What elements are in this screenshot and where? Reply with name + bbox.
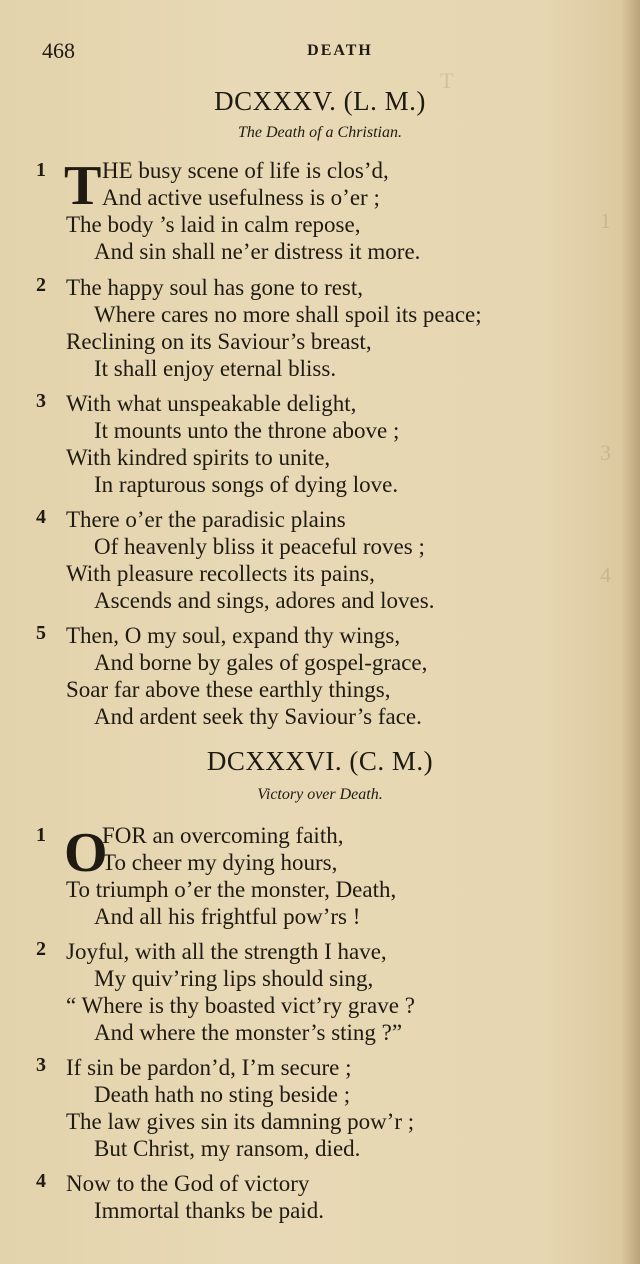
verse-line: My quiv’ring lips should sing, [94,966,374,991]
verse [36,1054,616,1162]
verse-number: 4 [36,506,46,528]
verse-line: To cheer my dying hours, [102,850,338,875]
verse-line: The happy soul has gone to rest, [66,275,364,300]
verse [36,822,616,930]
verse-line: There o’er the paradisic plains [66,507,346,532]
verse-line: With what unspeakable delight, [66,391,357,416]
running-title: DEATH [307,42,373,59]
verse-number: 4 [36,1170,46,1192]
hymn-title: DCXXXVI. (C. M.) [206,746,434,776]
hymn-title: DCXXXV. (L. M.) [214,86,426,116]
verse-line: Reclining on its Saviour’s breast, [66,329,372,354]
hymn-subtitle: Victory over Death. [257,786,383,803]
verse-line: With pleasure recollects its pains, [66,561,375,586]
verse-line: “ Where is thy boasted vict’ry grave ? [66,993,415,1018]
verse-line: And all his frightful pow’rs ! [94,904,361,929]
verse-line: But Christ, my ransom, died. [94,1136,361,1161]
verse-line: And sin shall ne’er distress it more. [94,239,421,264]
verse-line: The body ’s laid in calm repose, [66,212,361,237]
verse-line: In rapturous songs of dying love. [94,472,399,497]
verse-line: With kindred spirits to unite, [66,445,331,470]
verse-number: 1 [36,824,46,846]
verse-line: If sin be pardon’d, I’m secure ; [66,1055,352,1080]
verse [36,157,616,265]
verse-line: Of heavenly bliss it peaceful roves ; [94,534,425,559]
verse-line: And ardent seek thy Saviour’s face. [94,704,422,729]
page-header [40,38,600,68]
verse-line: FOR an overcoming faith, [102,823,344,848]
bleed-through-text: 4 [600,562,611,587]
verse [36,390,616,498]
verse [36,506,616,614]
page-number: 468 [42,38,75,63]
verse-line: And active usefulness is o’er ; [102,185,380,210]
verse-line: Where cares no more shall spoil its peace; [94,302,482,327]
verse [36,622,616,730]
verse [36,1170,616,1224]
verse [36,274,616,382]
verse-line: It mounts unto the throne above ; [94,418,400,443]
verse-line: HE busy scene of life is clos’d, [102,158,389,183]
verse-number: 2 [36,938,46,960]
verse [36,938,616,1046]
verse-line: And borne by gales of gospel-grace, [94,650,428,675]
verse-line: It shall enjoy eternal bliss. [94,356,337,381]
drop-capital: T [64,155,102,217]
verse-line: Joyful, with all the strength I have, [66,939,387,964]
hymn-subtitle: The Death of a Christian. [237,124,402,141]
drop-capital: O [64,822,108,884]
verse-line: Immortal thanks be paid. [94,1198,324,1223]
verse-line: The law gives sin its damning pow’r ; [66,1109,415,1134]
verse-number: 5 [36,622,46,644]
verse-line: Then, O my soul, expand thy wings, [66,623,401,648]
verse-number: 2 [36,274,46,296]
verse-line: Death hath no sting beside ; [94,1082,351,1107]
verse-number: 3 [36,1054,46,1076]
verse-number: 3 [36,390,46,412]
verse-line: Ascends and sings, adores and loves. [94,588,435,613]
bleed-through-text: 3 [600,440,611,465]
verse-line: Soar far above these earthly things, [66,677,391,702]
bleed-through-text: T [440,68,454,93]
verse-number: 1 [36,159,46,181]
verse-line: And where the monster’s sting ?” [94,1020,403,1045]
verse-line: Now to the God of victory [66,1171,310,1196]
bleed-through-text: 1 [600,208,611,233]
verse-line: To triumph o’er the monster, Death, [66,877,397,902]
